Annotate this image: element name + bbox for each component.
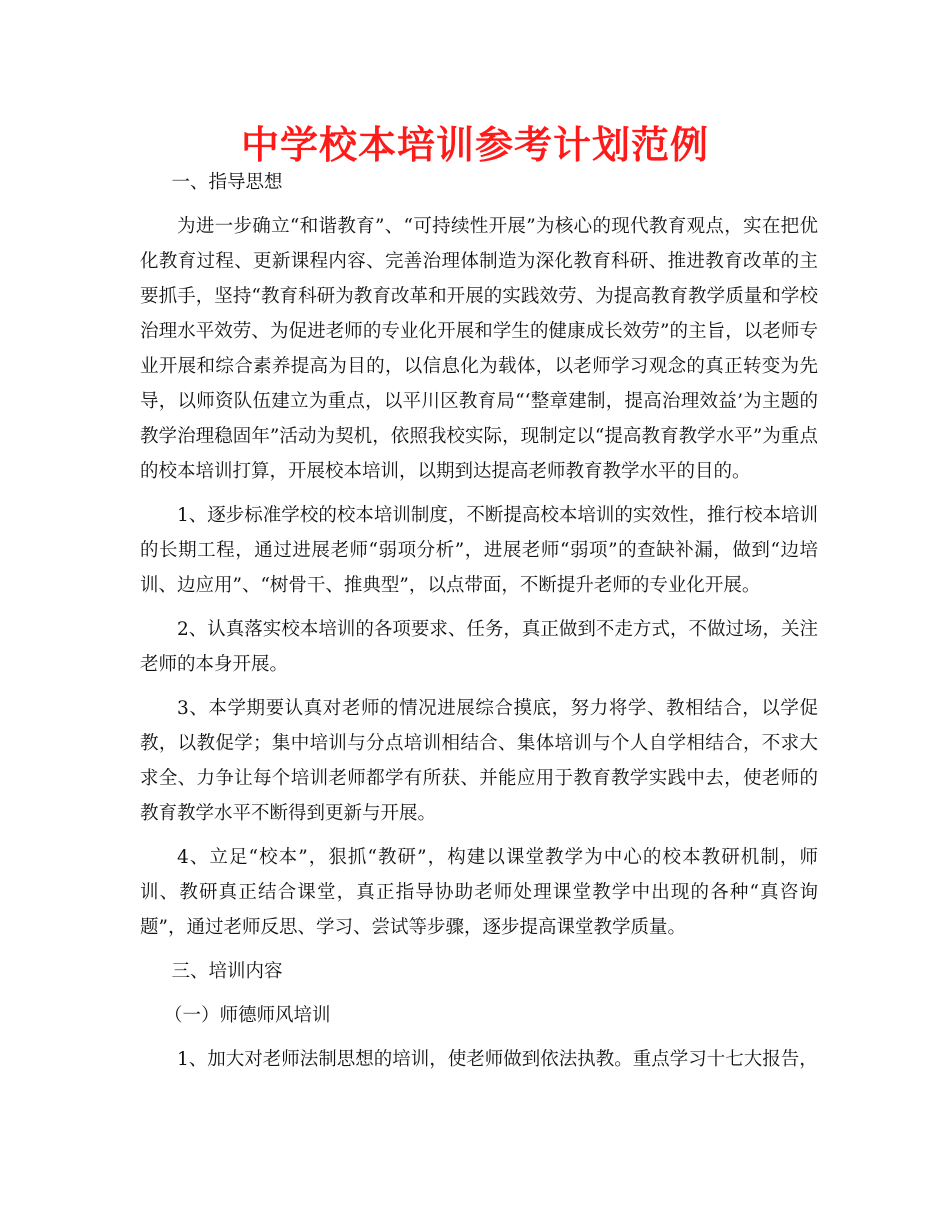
paragraph-guiding-thought: 为进一步确立“和谐教育”、“可持续性开展”为核心的现代教育观点，实在把优化教育过程、更新课程内容、完善治理体制造为深化教育科研、推进教育改革的主要抓手，坚持“教育科研为教育改革和开展的实践效劳、为提高教育教学质量和学校治理水平效劳、为促进老师的专业化开展和学生的健康成长效劳”的主旨，以老师专业开展和综合素养提高为目的，以信息化为载体，以老师学习观念的真正转变为先导，以师资队伍建立为重点，以平川区教育局“‘整章建制，提高治理效益’为主题的教学治理稳固年”活动为契机，依照我校实际，现制定以“提高教育教学水平”为重点的校本培训打算，开展校本培训，以期到达提高老师教育教学水平的目的。 (140, 216, 818, 482)
section-heading-training-content: 三、培训内容 (171, 961, 283, 982)
document-title: 中学校本培训参考计划范例 (240, 123, 709, 167)
paragraph-item-1: 1、逐步标准学校的校本培训制度，不断提高校本培训的实效性，推行校本培训的长期工程，通过进展老师“弱项分析”，进展老师“弱项”的查缺补漏，做到“边培训、边应用”、“树骨干、推典型”，以点带面，不断提升老师的专业化开展。 (140, 505, 818, 596)
paragraph-item-4: 4、立足“校本”，狠抓“教研”，构建以课堂教学为中心的校本教研机制，师训、教研真正结合课堂，真正指导协助老师处理课堂教学中出现的各种“真咨询题”，通过老师反思、学习、尝试等步骤，逐步提高课堂教学质量。 (140, 847, 818, 938)
paragraph-item-3: 3、本学期要认真对老师的情况进展综合摸底，努力将学、教相结合，以学促教，以教促学；集中培训与分点培训相结合、集体培训与个人自学相结合，不求大求全、力争让每个培训老师都学有所获、并能应用于教育教学实践中去，使老师的教育教学水平不断得到更新与开展。 (140, 698, 818, 824)
paragraph-item-2: 2、认真落实校本培训的各项要求、任务，真正做到不走方式，不做过场，关注老师的本身开展。 (140, 619, 818, 675)
subsection-heading-ethics: （一）师德师风培训 (164, 1005, 331, 1026)
paragraph-ethics-item-1: 1、加大对老师法制思想的培训，使老师做到依法执教。重点学习十七大报告， (177, 1049, 818, 1070)
document-body (140, 165, 818, 1077)
section-heading-guiding-thought: 一、指导思想 (171, 172, 283, 193)
